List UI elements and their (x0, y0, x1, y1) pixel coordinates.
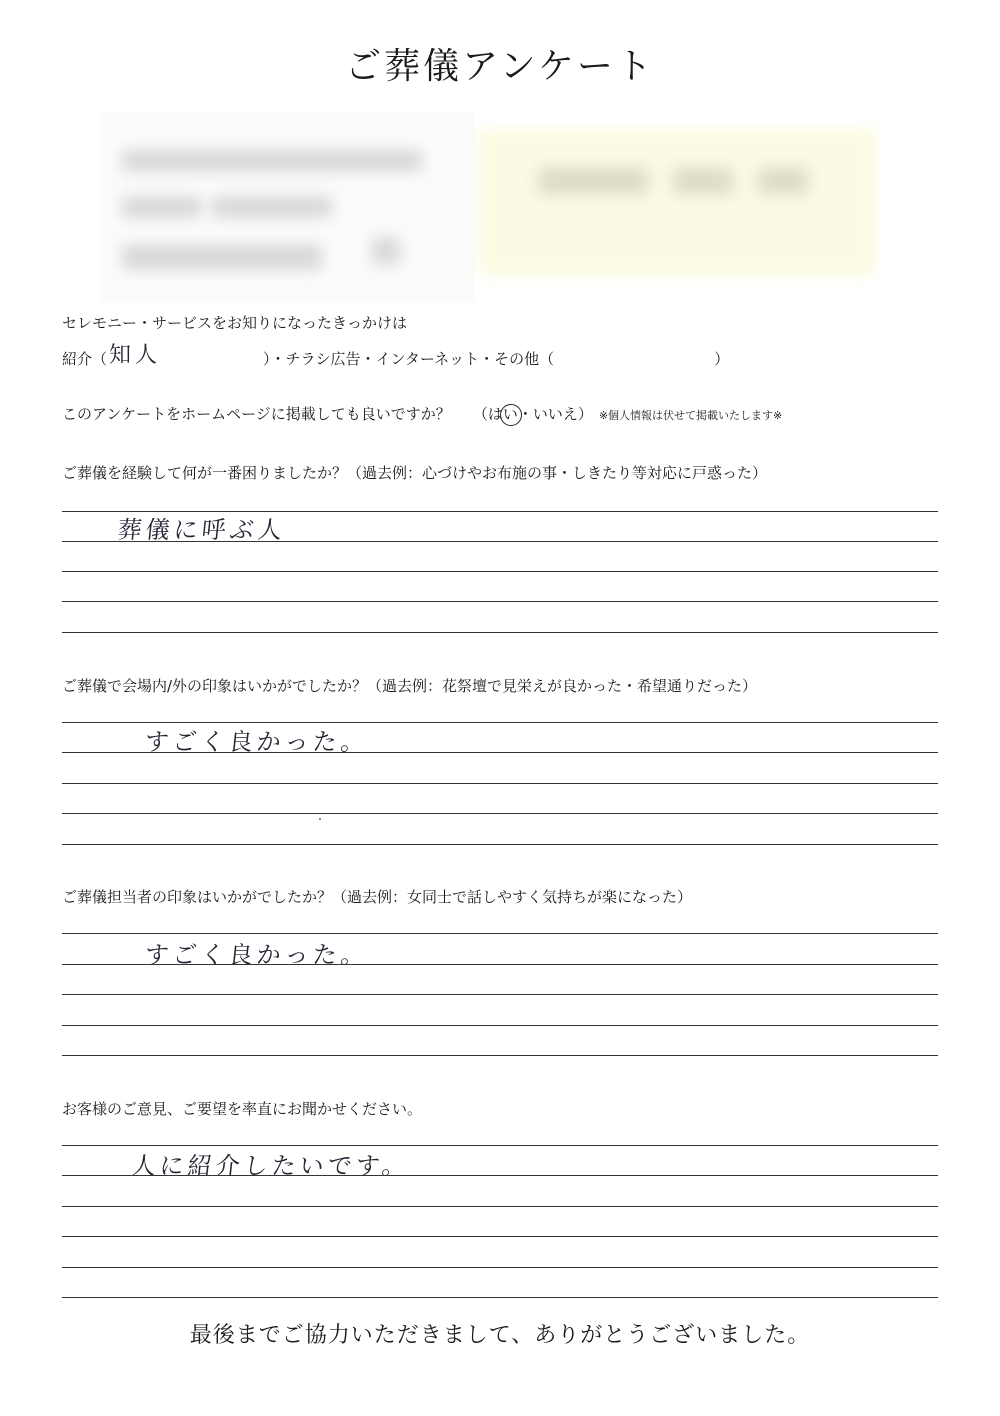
closing-message: 最後までご協力いただきまして、ありがとうございました。 (189, 1323, 811, 1348)
answer-line (62, 1025, 938, 1026)
answer-line (62, 571, 938, 572)
answer-line (62, 994, 938, 995)
answer-line (62, 933, 938, 934)
answer-line (62, 813, 938, 814)
answer-line (62, 752, 938, 753)
publish-question-text: このアンケートをホームページに掲載しても良いですか？ (62, 405, 451, 423)
answer-line (62, 722, 938, 723)
question-venue-impression: ご葬儀で会場内/外の印象はいかがでしたか？（過去例：花祭壇で見栄えが良かった・希望通りだった） (62, 677, 758, 695)
answer-line (62, 1297, 938, 1298)
publish-no-option: ・いいえ） (517, 405, 593, 423)
answer-line (62, 844, 938, 845)
blurred-photo-left (100, 112, 475, 302)
answer-line (62, 964, 938, 965)
page-title: ご葬儀アンケート (345, 46, 655, 87)
answer-line (62, 541, 938, 542)
answer-line (62, 601, 938, 602)
question-referral-source: セレモニー・サービスをお知りになったきっかけは (62, 314, 408, 332)
question-staff-impression: ご葬儀担当者の印象はいかがでしたか？（過去例：女同士で話しやすく気持ちが楽になった） (62, 888, 693, 906)
stray-mark (319, 818, 321, 820)
answer-difficulty: 葬儀に呼ぶ人 (116, 516, 288, 544)
referral-intro-value: 知人 (109, 343, 162, 368)
referral-options: ）・チラシ広告・インターネット・その他（ (263, 350, 555, 368)
referral-close: ） (714, 350, 730, 368)
answer-line (62, 1236, 938, 1237)
answer-comments: 人に紹介したいです。 (130, 1152, 412, 1180)
answer-line (62, 1145, 938, 1146)
answer-line (62, 1206, 938, 1207)
publish-yes-option: （はい (472, 405, 518, 423)
question-difficulty: ご葬儀を経験して何が一番困りましたか？（過去例：心づけやお布施の事・しきたり等対応に戸惑った） (62, 464, 768, 482)
answer-line (62, 1055, 938, 1056)
referral-intro-label: 紹介（ (62, 350, 108, 368)
answer-line (62, 1267, 938, 1268)
privacy-note: ※個人情報は伏せて掲載いたします※ (598, 409, 783, 422)
answer-line (62, 632, 938, 633)
question-comments: お客様のご意見、ご要望を率直にお聞かせください。 (62, 1100, 423, 1118)
referral-answer-row (62, 340, 729, 371)
blurred-photo-right (478, 128, 876, 276)
question-publish-permission (62, 403, 782, 426)
answer-line (62, 1175, 938, 1176)
answer-line (62, 511, 938, 512)
answer-line (62, 783, 938, 784)
answer-venue-impression: すごく良かった。 (143, 728, 371, 756)
answer-staff-impression: すごく良かった。 (143, 941, 371, 969)
